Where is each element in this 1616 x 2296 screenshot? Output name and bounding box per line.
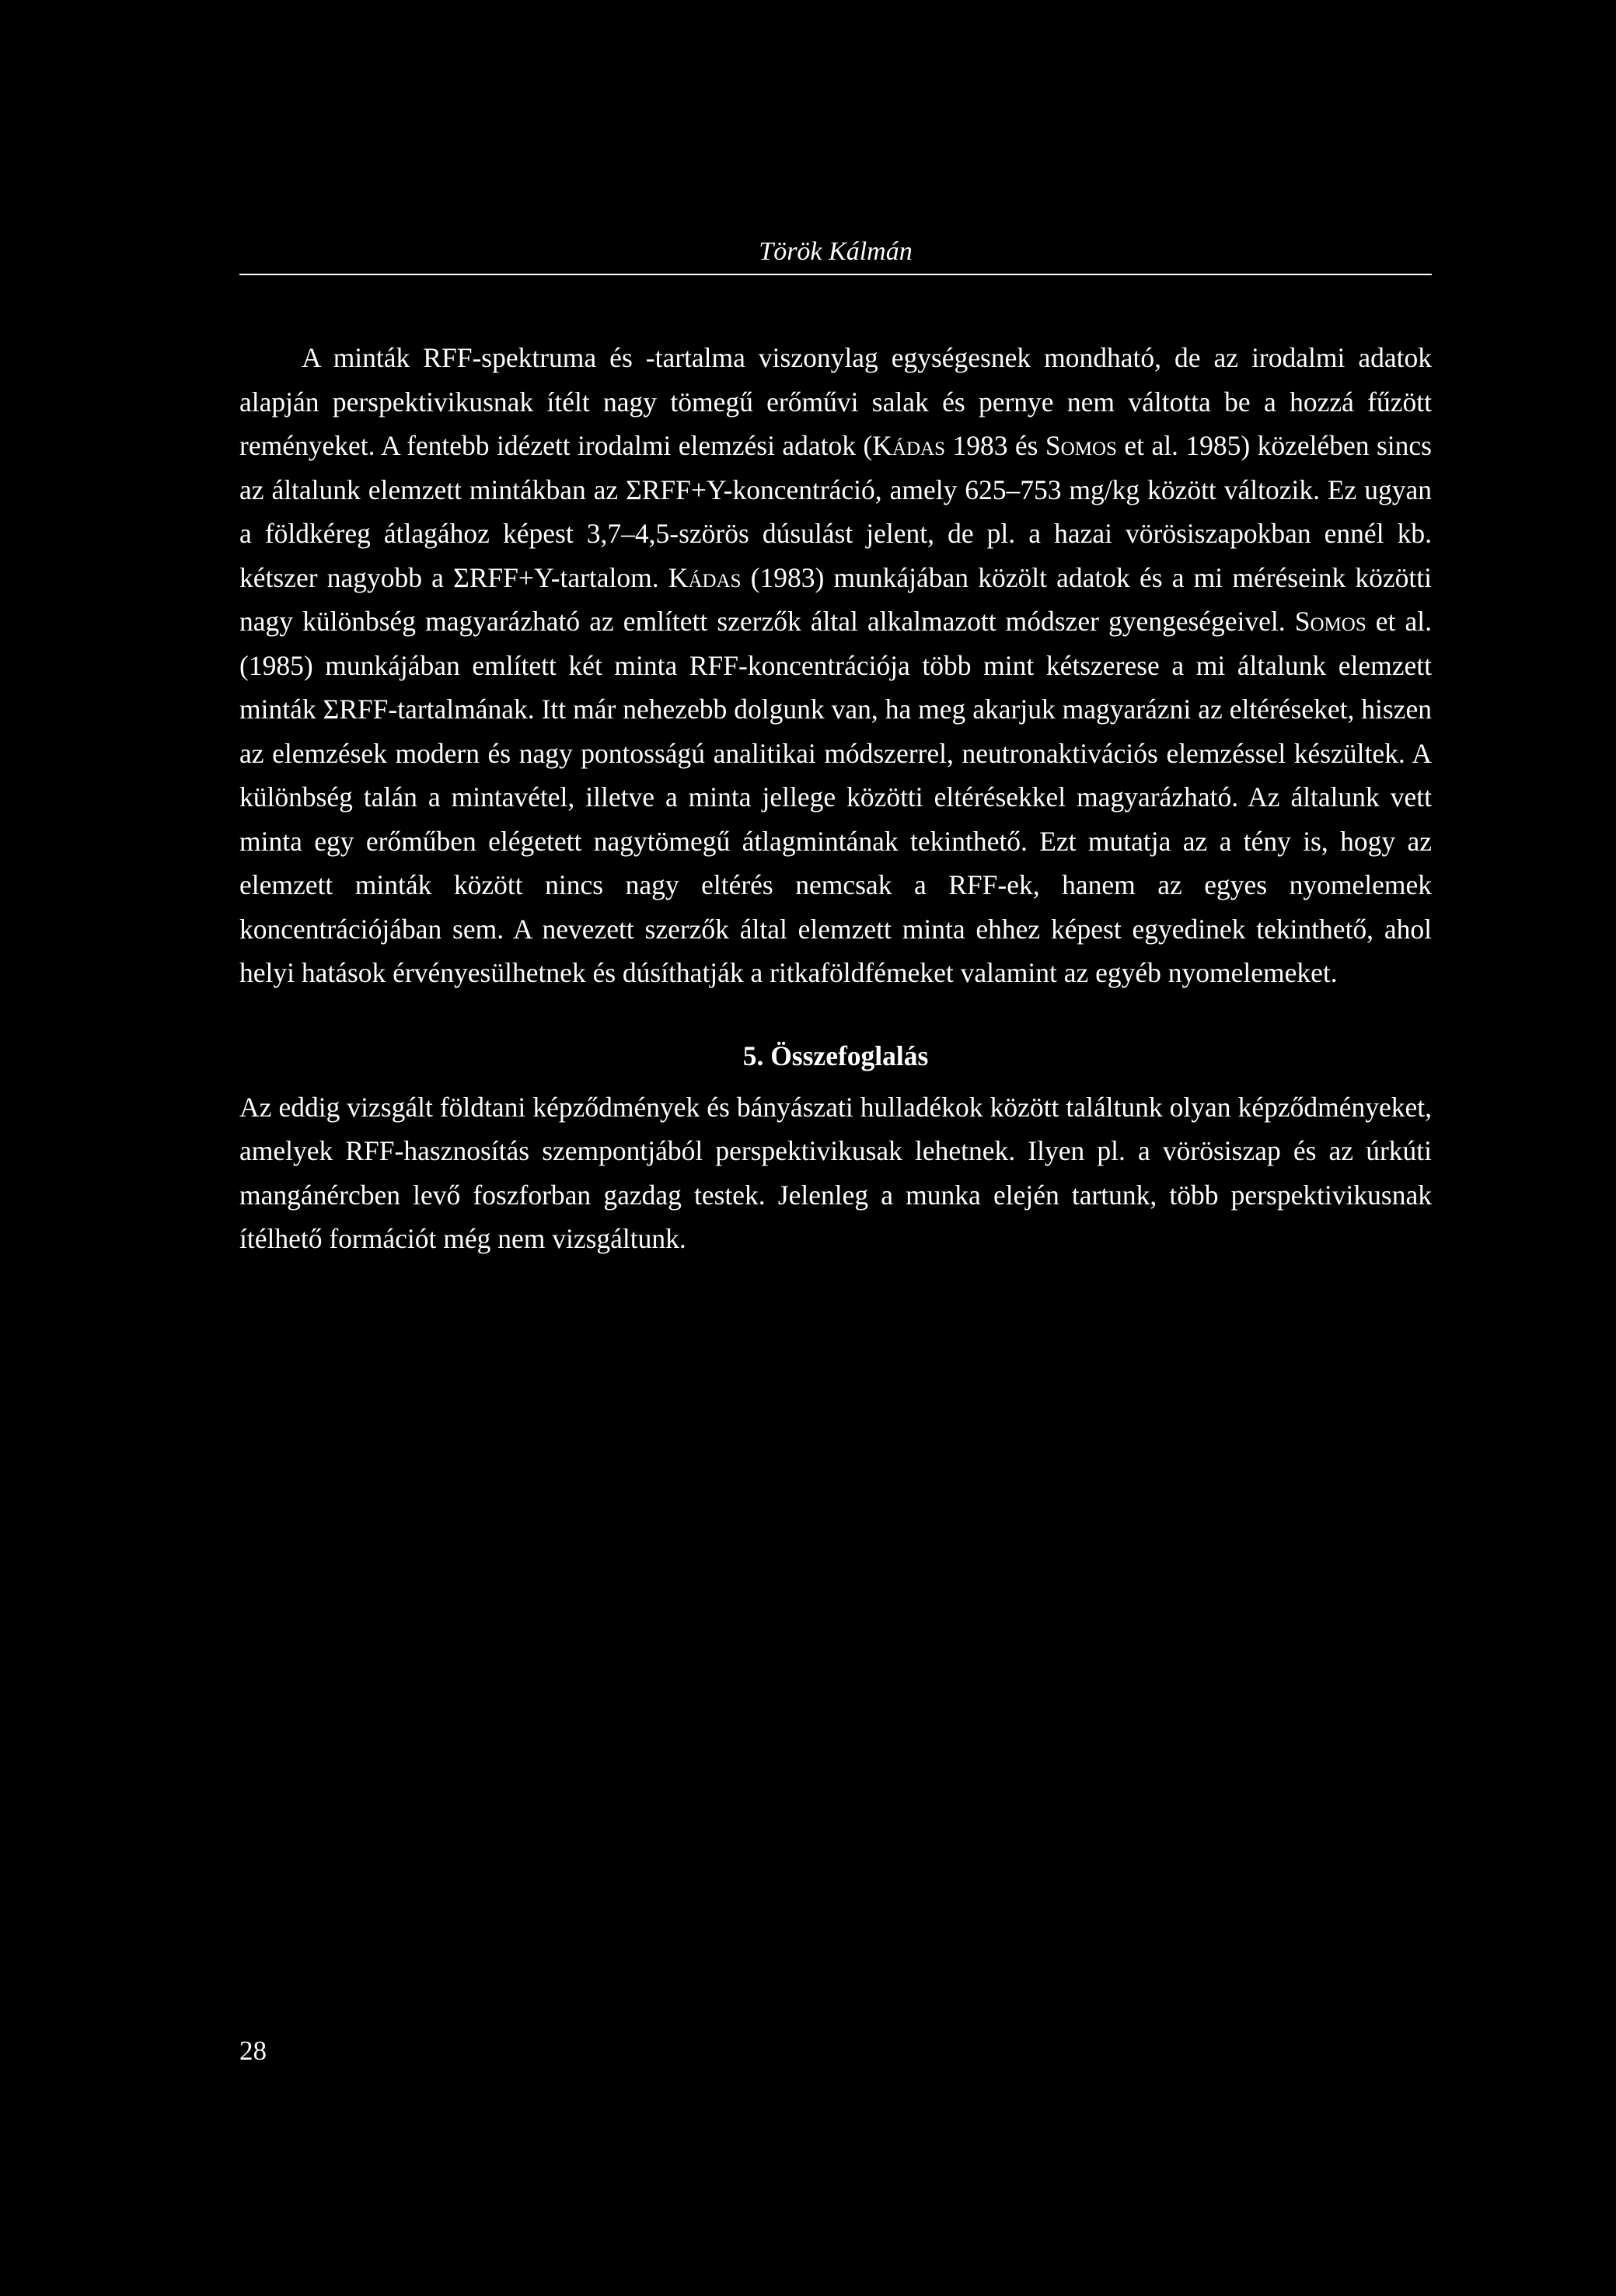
- section-heading: 5. Összefoglalás: [742, 1040, 929, 1071]
- text-run: (1983) munkájában közölt adatok és a mi méréseink közötti nagy különbség magyarázható az említett szerzők által alkalmazott módszer gyengeségeivel.: [239, 561, 1432, 637]
- header-rule: [239, 274, 1432, 275]
- author-name-somos: Somos: [1294, 606, 1366, 637]
- paragraph-summary: Az eddig vizsgált földtani képződmények és bányászati hulladékok között találtunk olyan képződményeket, amelyek RFF-hasznosítás szempontjából perspektivikusak lehetnek. Ilyen pl. a vörösiszap és az úrkúti mangánércben levő foszforban gazdag testek. Jelenleg a munka elején tartunk, több perspektivikusnak ítélhető formációt még nem vizsgáltunk.: [239, 1091, 1432, 1254]
- text-run: et al. (1985) munkájában említett két minta RFF-koncentrációja több mint kétszerese a mi általunk elemzett minták ΣRFF-tartalmának. Itt már nehezebb dolgunk van, ha meg akarjuk magyarázni az eltéréseket, hiszen az elemzések modern és nagy pontosságú analitikai módszerrel, neutronaktivációs elemzéssel készültek. A különbség talán a mintavétel, illetve a minta jellege közötti eltérésekkel magyarázható. Az általunk vett minta egy erőműben elégetett nagytömegű átlagmintának tekinthető. Ezt mutatja az a tény is, hogy az elemzett minták között nincs nagy eltérés nemcsak a RFF-ek, hanem az egyes nyomelemek koncentrációjában sem. A nevezett szerzők által elemzett minta ehhez képest egyedinek tekinthető, ahol helyi hatások érvényesülhetnek és dúsíthatják a ritkaföldfémeket valamint az egyéb nyomelemeket.: [239, 606, 1432, 988]
- body-text: [239, 336, 1432, 1261]
- author-name-kadas: Kádas: [872, 430, 945, 461]
- author-name-kadas: Kádas: [668, 561, 742, 593]
- text-run: 1983 és: [945, 430, 1045, 461]
- text-run: et al. 1985) közelében sincs az általunk elemzett mintákban az ΣRFF+Y-koncentráció, amely 625–753 mg/kg között változik. Ez ugyan a földkéreg átlagához képest 3,7–4,5-szörös dúsulást jelent, de pl. a hazai vörösiszapokban ennél kb. kétszer nagyobb a ΣRFF+Y-tartalom.: [239, 430, 1432, 593]
- running-header: Török Kálmán: [759, 237, 913, 266]
- author-name-somos: Somos: [1045, 430, 1117, 461]
- paragraph-discussion: [239, 336, 1432, 995]
- text-run: A minták RFF-spektruma és -tartalma viszonylag egységesnek mondható, de az irodalmi adatok alapján perspektivikusnak ítélt nagy tömegű erőművi salak és pernye nem váltotta be a hozzá fűzött reményeket. A fentebb idézett irodalmi elemzési adatok (: [239, 342, 1432, 461]
- page-number: 28: [239, 2036, 267, 2066]
